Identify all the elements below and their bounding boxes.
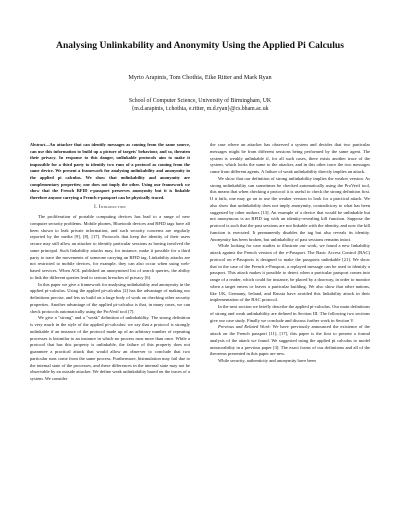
body-paragraph: We give a "strong" and a "weak" definition of unlinkability. The strong definition is very much in the style of the applied pi-calculus: we say that a protocol is strongly unlinkable if an instance of the protocol made up of an arbitrary number of repeating processes is bisimilar to an instance in which no process runs more than once. While a protocol that has this property is unlinkable, the failure of this property does not guarantee a practical attack that would allow an observer to conclude that two particular runs come from the same process. Furthermore, bisimulation may fail due to the internal state of the processes, and these differences in the internal state may not be observable by an outside attacker. We define weak unlinkability based on the traces of a system. We consider: [30, 315, 190, 382]
right-column: [210, 142, 370, 365]
body-paragraph: We show that our definition of strong unlinkability implies the weaker version. As strong unlinkability can sometimes be checked automatically using the ProVerif tool, this means that when checking a protocol it is useful to check the strong definition first. If it fails, one may go on to use the weaker version to look for a practical attack. We also show that unlinkability does not imply anonymity, contradictory to what has been suggested by other authors [13]. An example of a device that would be unlinkable but not anonymous is an RFID tag with an identity-revealing kill function. Suppose the protocol is such that the past sessions are not linkable with the identity, and now the kill function is executed. It permanently disables the tag but also reveals its identity. Anonymity has been broken, but unlinkability of past sessions remains intact.: [210, 175, 370, 242]
left-column: [30, 142, 190, 383]
abstract: [30, 142, 190, 201]
affiliation-block: [0, 98, 400, 113]
body-paragraph: In the next section we briefly describe the applied pi-calculus. Our main definitions of strong and weak unlinkability are defined in Section III. The following two sections give our case study. Finally we conclude and discuss further work in Section V.: [210, 304, 370, 323]
body-paragraph: In this paper we give a framework for analysing unlinkability and anonymity in the applied pi-calculus. Using the applied pi-calculus [2] has the advantage of making our definitions precise, and lets us build on a large body of work on checking other security properties. Another advantage of the applied pi-calculus is that, in many cases, we can check protocols automatically using the ProVerif tool [7].: [30, 281, 190, 314]
body-paragraph: While security, authenticity and anonymity have been: [218, 358, 316, 363]
related-work-heading: Previous and Related Work:: [218, 324, 271, 330]
abstract-label: Abstract: [30, 142, 46, 147]
related-work-text: We have previously announced the existence of the attack on the French passport [11], [17], this paper is the first to present a formal analysis of the attack we found. We suggested using the applied pi calculus to model untraceability in a previous paper [3]. The exact forms of our definitions and all of the theorems presented in this paper are new.: [210, 324, 370, 357]
related-work-paragraph: [210, 324, 370, 358]
abstract-text: —An attacker that can identify messages as coming from the same source, can use this information to build up a picture of targets' behaviour, and so, threaten their privacy. In response to this danger, unlinkable protocols aim to make it impossible for a third party to identify two runs of a protocol as coming from the same device. We present a framework for analysing unlinkability and anonymity in the applied pi calculus. We show that unlinkability and anonymity are complementary properties; one does not imply the other. Using our framework we show that the French RFID e-passport preserves anonymity but it is linkable therefore anyone carrying a French e-passport can be physically traced.: [30, 142, 190, 200]
body-paragraph: The proliferation of portable computing devices has lead to a range of new computer security problems. Mobile phones, Bluetooth devices and RFID tags have all been shown to leak private information, and such security concerns are regularly reported by the media [9], [8], [17]. Protocols that keep the identity of their users secure may still allow an attacker to identify particular sessions as having involved the same principal. Such linkability attacks may, for instance, make it possible for a third party to trace the movements of someone carrying an RFID tag. Linkability attacks are not restricted to mobile devices, for example, they can also occur when using web-based services. When AOL published an anonymised list of search queries, the ability to link the different queries lead to serious breaches of privacy [6].: [30, 214, 190, 280]
body-paragraph: While looking for case studies to illustrate our work, we found a new linkability attack against the French version of the e-Passport. The Basic Access Control (BAC) protocol on e-Passports is designed to make the passports unlinkable [21]. We show that in the case of the French e-Passport, a replayed message can be used to identify a passport. This attack makes it possible to detect when a particular passport comes into range of a reader, which could for instance, be placed by a doorway, in order to monitor when a target enters or leaves a particular building. We also show that other nations, like UK, Germany, Ireland, and Russia have avoided this linkability attack in their implementation of the BAC protocol.: [210, 243, 370, 303]
body-paragraph: the case where an attacker has observed a system and decides that two particular messages might be from different sessions being performed by the same agent. The system is weakly unlinkable if, for all such cases, there exists another trace of the system, which looks the same to the attacker, and in this other trace the two messages came from different agents. A failure of weak unlinkability directly implies an attack.: [210, 142, 370, 174]
author-emails: {m.d.arapinis, t.chothia, e.ritter, m.d.ryan}@cs.bham.ac.uk: [131, 105, 269, 112]
affiliation: School of Computer Science, University of Birmingham, UK: [128, 98, 272, 104]
author-list: Myrto Arapinis, Tom Chothia, Eike Ritter and Mark Ryan: [128, 74, 272, 81]
section-heading-introduction: I. Introduction: [94, 205, 126, 211]
paper-title: Analysing Unlinkability and Anonymity Using the Applied Pi Calculus: [56, 40, 344, 51]
